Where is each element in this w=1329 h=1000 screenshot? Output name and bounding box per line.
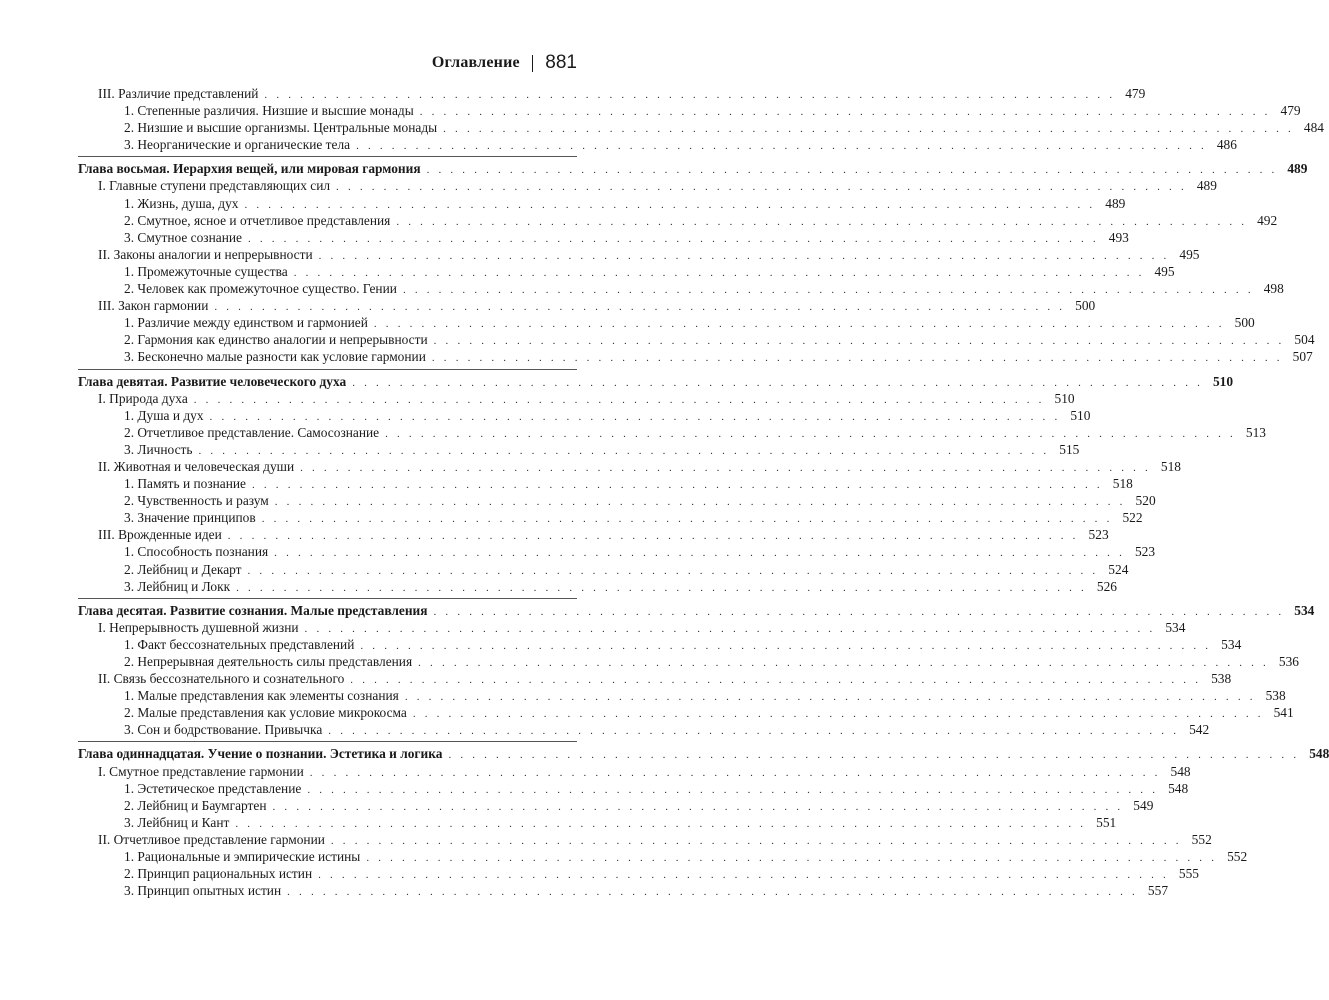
toc-subsection-entry xyxy=(78,636,1242,653)
dot-leader: . . . . . . . . . . . . . . . . . . . . . . . . . . . . . . . . . . . . . . . . . . . . . . . . . . . . . . . . . . . . . . . . . . . . . . . . xyxy=(373,318,1225,331)
toc-entry-page: 498 xyxy=(1263,281,1284,297)
toc-entry-page: 542 xyxy=(1189,722,1210,738)
toc-subsection-entry xyxy=(78,814,1117,831)
toc-subsection-entry xyxy=(78,509,1143,526)
toc-section-entry xyxy=(78,458,1181,475)
dot-leader: . . . . . . . . . . . . . . . . . . . . . . . . . . . . . . . . . . . . . . . . . . . . . . . . . . . . . . . . . . . . . . . . . . . . . . . . xyxy=(431,352,1283,365)
dot-leader: . . . . . . . . . . . . . . . . . . . . . . . . . . . . . . . . . . . . . . . . . . . . . . . . . . . . . . . . . . . . . . . . . . . . . . . . xyxy=(402,284,1254,297)
toc-section-entry xyxy=(78,831,1212,848)
toc-subsection-entry xyxy=(78,119,1324,136)
toc-entry-title: III. Закон гармонии xyxy=(98,298,209,314)
toc-subsection-entry xyxy=(78,797,1154,814)
running-header xyxy=(432,52,577,74)
dot-leader: . . . . . . . . . . . . . . . . . . . . . . . . . . . . . . . . . . . . . . . . . . . . . . . . . . . . . . . . . . . . . . . . . . . . . . . . xyxy=(396,215,1248,228)
dot-leader: . . . . . . . . . . . . . . . . . . . . . . . . . . . . . . . . . . . . . . . . . . . . . . . . . . . . . . . . . . . . . . . . . . . . . . . . xyxy=(366,852,1218,865)
toc-subsection-entry xyxy=(78,102,1301,119)
toc-subsection-entry xyxy=(78,314,1255,331)
toc-entry-page: 548 xyxy=(1168,780,1189,796)
toc-entry-title: 2. Непрерывная деятельность силы представления xyxy=(124,654,413,669)
dot-leader: . . . . . . . . . . . . . . . . . . . . . . . . . . . . . . . . . . . . . . . . . . . . . . . . . . . . . . . . . . . . . . . . . . . . . . . . xyxy=(264,89,1116,101)
toc-entry-page: 549 xyxy=(1133,797,1154,813)
toc-entry-title: 1. Душа и дух xyxy=(124,407,204,423)
dot-leader: . . . . . . . . . . . . . . . . . . . . . . . . . . . . . . . . . . . . . . . . . . . . . . . . . . . . . . . . . . . . . . . . . . . . . . . . xyxy=(287,886,1139,899)
toc-section-entry xyxy=(78,297,1096,314)
toc-entry-page: 493 xyxy=(1108,229,1129,245)
toc-entry-title: Глава девятая. Развитие человеческого духа xyxy=(78,373,347,389)
toc-entry-title: 1. Малые представления как элементы сознания xyxy=(124,688,399,704)
dot-leader: . . . . . . . . . . . . . . . . . . . . . . . . . . . . . . . . . . . . . . . . . . . . . . . . . . . . . . . . . . . . . . . . . . . . . . . . xyxy=(385,427,1236,440)
toc-entry-title: 3. Неорганические и органические тела xyxy=(124,137,351,153)
toc-subsection-entry xyxy=(78,704,1294,721)
toc-subsection-entry xyxy=(78,848,1248,865)
dot-leader: . . . . . . . . . . . . . . . . . . . . . . . . . . . . . . . . . . . . . . . . . . . . . . . . . . . . . . . . . . . . . . . . . . . . . . . . xyxy=(350,674,1202,687)
dot-leader: . . . . . . . . . . . . . . . . . . . . . . . . . . . . . . . . . . . . . . . . . . . . . . . . . . . . . . . . . . . . . . . . . . . . . . . . xyxy=(274,547,1126,560)
toc-subsection-entry xyxy=(78,424,1266,441)
toc-section-entry xyxy=(78,526,1109,543)
toc-entry-page: 548 xyxy=(1170,763,1191,779)
toc-entry-page: 534 xyxy=(1221,636,1242,652)
toc-entry-title: 1. Различие между единством и гармонией xyxy=(124,315,368,331)
toc-subsection-entry xyxy=(78,475,1133,492)
toc-subsection-entry xyxy=(78,780,1189,797)
toc-entry-title: 2. Лейбниц и Декарт xyxy=(124,561,242,577)
toc-entry-page: 495 xyxy=(1154,263,1175,279)
toc-entry-title: III. Врожденные идеи xyxy=(98,527,222,543)
toc-entry-page: 534 xyxy=(1165,619,1186,635)
toc-entry-title: 2. Отчетливое представление. Самосознание xyxy=(124,424,380,440)
dot-leader: . . . . . . . . . . . . . . . . . . . . . . . . . . . . . . . . . . . . . . . . . . . . . . . . . . . . . . . . . . . . . . . . . . . . . . . . xyxy=(235,817,1087,830)
toc-entry-title: 1. Рациональные и эмпирические истины xyxy=(124,849,361,865)
toc-subsection-entry xyxy=(78,407,1091,424)
toc-entry-page: 523 xyxy=(1088,527,1109,543)
dot-leader: . . . . . . . . . . . . . . . . . . . . . . . . . . . . . . . . . . . . . . . . . . . . . . . . . . . . . . . . . . . . . . . . . . . . . . . . xyxy=(247,232,1099,245)
toc-subsection-entry xyxy=(78,561,1129,578)
toc-entry-title: 3. Лейбниц и Кант xyxy=(124,814,230,830)
dot-leader: . . . . . . . . . . . . . . . . . . . . . . . . . . . . . . . . . . . . . . . . . . . . . . . . . . . . . . . . . . . . . . . . . . . . . . . . xyxy=(426,164,1278,177)
toc-section-entry xyxy=(78,670,1232,687)
toc-entry-title: 3. Бесконечно малые разности как условие гармонии xyxy=(124,349,426,365)
toc-subsection-entry xyxy=(78,543,1156,560)
toc-section-entry xyxy=(78,619,1186,636)
dot-leader: . . . . . . . . . . . . . . . . . . . . . . . . . . . . . . . . . . . . . . . . . . . . . . . . . . . . . . . . . . . . . . . . . . . . . . . . xyxy=(404,691,1256,704)
toc-entry-page: 557 xyxy=(1147,883,1169,899)
dot-leader: . . . . . . . . . . . . . . . . . . . . . . . . . . . . . . . . . . . . . . . . . . . . . . . . . . . . . . . . . . . . . . . . . . . . . . . . xyxy=(247,564,1099,577)
toc-entry-page: 510 xyxy=(1070,407,1091,423)
toc-entry-page: 518 xyxy=(1160,458,1181,474)
toc-entry-page: 489 xyxy=(1105,195,1126,211)
toc-subsection-entry xyxy=(78,263,1175,280)
toc-entry-title: III. Различие представлений xyxy=(98,86,259,101)
toc-subsection-entry xyxy=(78,492,1156,509)
toc-entry-page: 515 xyxy=(1059,441,1080,457)
dot-leader: . . . . . . . . . . . . . . . . . . . . . . . . . . . . . . . . . . . . . . . . . . . . . . . . . . . . . . . . . . . . . . . . . . . . . . . . xyxy=(293,266,1145,279)
toc-entry-page: 552 xyxy=(1191,831,1212,847)
dot-leader: . . . . . . . . . . . . . . . . . . . . . . . . . . . . . . . . . . . . . . . . . . . . . . . . . . . . . . . . . . . . . . . . . . . . . . . . xyxy=(214,301,1066,314)
toc-subsection-entry xyxy=(78,578,1117,595)
dot-leader: . . . . . . . . . . . . . . . . . . . . . . . . . . . . . . . . . . . . . . . . . . . . . . . . . . . . . . . . . . . . . . . . . . . . . . . . xyxy=(433,335,1285,348)
dot-leader: . . . . . . . . . . . . . . . . . . . . . . . . . . . . . . . . . . . . . . . . . . . . . . . . . . . . . . . . . . . . . . . . . . . . . . . . xyxy=(318,249,1170,262)
toc-entry-page: 495 xyxy=(1179,246,1200,262)
toc-section-entry xyxy=(78,763,1191,780)
toc-entry-page: 479 xyxy=(1280,103,1301,119)
toc-subsection-entry xyxy=(78,865,1199,882)
toc-entry-title: 3. Сон и бодрствование. Привычка xyxy=(124,722,323,738)
toc-subsection-entry xyxy=(78,136,1237,153)
toc-entry-page: 536 xyxy=(1278,654,1299,669)
toc-entry-page: 551 xyxy=(1096,814,1117,830)
dot-leader: . . . . . . . . . . . . . . . . . . . . . . . . . . . . . . . . . . . . . . . . . . . . . . . . . . . . . . . . . . . . . . . . . . . . . . . . xyxy=(252,479,1103,492)
toc-subsection-entry xyxy=(78,195,1126,212)
dot-leader: . . . . . . . . . . . . . . . . . . . . . . . . . . . . . . . . . . . . . . . . . . . . . . . . . . . . . . . . . . . . . . . . . . . . . . . . xyxy=(356,140,1207,153)
toc-section-entry xyxy=(78,177,1217,194)
toc-entry-title: I. Непрерывность душевной жизни xyxy=(98,619,299,635)
toc-entry-page: 520 xyxy=(1135,493,1156,509)
dot-leader: . . . . . . . . . . . . . . . . . . . . . . . . . . . . . . . . . . . . . . . . . . . . . . . . . . . . . . . . . . . . . . . . . . . . . . . . xyxy=(193,393,1045,406)
dot-leader: . . . . . . . . . . . . . . . . . . . . . . . . . . . . . . . . . . . . . . . . . . . . . . . . . . . . . . . . . . . . . . . . . . . . . . . . xyxy=(418,657,1269,669)
toc-entry-page: 507 xyxy=(1292,349,1313,365)
chapter-divider xyxy=(78,156,577,157)
dot-leader: . . . . . . . . . . . . . . . . . . . . . . . . . . . . . . . . . . . . . . . . . . . . . . . . . . . . . . . . . . . . . . . . . . . . . . . . xyxy=(352,376,1204,389)
toc-entry-page: 524 xyxy=(1108,561,1129,577)
toc-entry-title: 2. Человек как промежуточное существо. Гении xyxy=(124,281,397,297)
toc-subsection-entry xyxy=(78,280,1284,297)
toc-section-entry xyxy=(78,390,1075,407)
toc-entry-title: Глава одиннадцатая. Учение о познании. Эстетика и логика xyxy=(78,746,443,762)
dot-leader: . . . . . . . . . . . . . . . . . . . . . . . . . . . . . . . . . . . . . . . . . . . . . . . . . . . . . . . . . . . . . . . . . . . . . . . . xyxy=(307,783,1159,796)
dot-leader: . . . . . . . . . . . . . . . . . . . . . . . . . . . . . . . . . . . . . . . . . . . . . . . . . . . . . . . . . . . . . . . . . . . . . . . . xyxy=(309,766,1161,779)
toc-entry-page: 504 xyxy=(1294,332,1315,348)
toc-entry-title: 3. Смутное сознание xyxy=(124,229,242,245)
toc-entry-page: 492 xyxy=(1257,212,1278,228)
toc-subsection-entry xyxy=(78,348,1313,365)
toc-chapter-entry xyxy=(78,602,1315,619)
toc-entry-page: 484 xyxy=(1303,120,1324,136)
header-title: Оглавление xyxy=(431,54,520,71)
toc-chapter-entry xyxy=(78,745,1329,762)
toc-entry-title: 1. Память и познание xyxy=(124,476,246,492)
toc-entry-title: 3. Принцип опытных истин xyxy=(124,883,282,899)
toc-entry-title: 1. Факт бессознательных представлений xyxy=(124,636,355,652)
toc-entry-title: 2. Смутное, ясное и отчетливое представления xyxy=(124,212,391,228)
toc-entry-page: 500 xyxy=(1234,315,1255,331)
toc-entry-page: 513 xyxy=(1245,424,1266,440)
toc-subsection-entry xyxy=(78,331,1315,348)
toc-entry-title: 1. Эстетическое представление xyxy=(124,780,302,796)
toc-subsection-entry xyxy=(78,882,1169,899)
toc-entry-page: 526 xyxy=(1096,578,1117,594)
dot-leader: . . . . . . . . . . . . . . . . . . . . . . . . . . . . . . . . . . . . . . . . . . . . . . . . . . . . . . . . . . . . . . . . . . . . . . . . xyxy=(328,725,1180,738)
toc-entry-title: 2. Принцип рациональных истин xyxy=(124,866,313,882)
toc-entry-title: 3. Личность xyxy=(124,441,193,457)
toc-entry-page: 489 xyxy=(1196,178,1217,194)
toc-entry-title: I. Природа духа xyxy=(98,390,188,406)
toc-entry-page: 548 xyxy=(1309,746,1329,762)
dot-leader: . . . . . . . . . . . . . . . . . . . . . . . . . . . . . . . . . . . . . . . . . . . . . . . . . . . . . . . . . . . . . . . . . . . . . . . . xyxy=(304,622,1156,635)
dot-leader: . . . . . . . . . . . . . . . . . . . . . . . . . . . . . . . . . . . . . . . . . . . . . . . . . . . . . . . . . . . . . . . . . . . . . . . . xyxy=(419,106,1271,119)
toc-entry-page: 479 xyxy=(1125,86,1146,101)
dot-leader: . . . . . . . . . . . . . . . . . . . . . . . . . . . . . . . . . . . . . . . . . . . . . . . . . . . . . . . . . . . . . . . . . . . . . . . . xyxy=(209,410,1061,423)
toc-entry-title: 2. Гармония как единство аналогии и непрерывности xyxy=(124,332,428,348)
toc-entry-page: 538 xyxy=(1265,688,1286,704)
dot-leader: . . . . . . . . . . . . . . . . . . . . . . . . . . . . . . . . . . . . . . . . . . . . . . . . . . . . . . . . . . . . . . . . . . . . . . . . xyxy=(318,869,1169,882)
toc-entry-title: 2. Чувственность и разум xyxy=(124,493,269,509)
toc-subsection-entry xyxy=(78,441,1080,458)
toc-entry-page: 510 xyxy=(1212,373,1234,389)
toc-section-entry xyxy=(78,246,1200,263)
toc-section-entry xyxy=(78,85,1146,102)
toc-entry-page: 518 xyxy=(1112,476,1133,492)
dot-leader: . . . . . . . . . . . . . . . . . . . . . . . . . . . . . . . . . . . . . . . . . . . . . . . . . . . . . . . . . . . . . . . . . . . . . . . . xyxy=(448,749,1300,762)
toc-subsection-entry xyxy=(78,653,1299,670)
dot-leader: . . . . . . . . . . . . . . . . . . . . . . . . . . . . . . . . . . . . . . . . . . . . . . . . . . . . . . . . . . . . . . . . . . . . . . . . xyxy=(330,834,1182,847)
toc-entry-page: 555 xyxy=(1178,866,1199,882)
dot-leader: . . . . . . . . . . . . . . . . . . . . . . . . . . . . . . . . . . . . . . . . . . . . . . . . . . . . . . . . . . . . . . . . . . . . . . . . xyxy=(261,513,1113,526)
toc-chapter-entry xyxy=(78,373,1234,390)
toc-entry-title: 1. Степенные различия. Низшие и высшие монады xyxy=(124,103,414,119)
toc-subsection-entry xyxy=(78,721,1210,738)
toc-entry-title: 3. Значение принципов xyxy=(124,510,256,526)
toc-entry-page: 541 xyxy=(1273,705,1294,721)
dot-leader: . . . . . . . . . . . . . . . . . . . . . . . . . . . . . . . . . . . . . . . . . . . . . . . . . . . . . . . . . . . . . . . . . . . . . . . . xyxy=(244,198,1096,211)
dot-leader: . . . . . . . . . . . . . . . . . . . . . . . . . . . . . . . . . . . . . . . . . . . . . . . . . . . . . . . . . . . . . . . . . . . . . . . . xyxy=(198,444,1050,457)
toc-entry-page: 522 xyxy=(1122,510,1143,526)
toc-entry-title: II. Отчетливое представление гармонии xyxy=(98,831,325,847)
toc-entry-title: 2. Малые представления как условие микрокосма xyxy=(124,705,407,721)
toc-entry-page: 486 xyxy=(1216,137,1237,153)
toc-entry-title: 1. Жизнь, душа, дух xyxy=(124,195,239,211)
page-number: 881 xyxy=(545,52,577,73)
toc-entry-title: Глава восьмая. Иерархия вещей, или мировая гармония xyxy=(78,161,421,177)
toc-entry-title: 3. Лейбниц и Локк xyxy=(124,578,231,594)
toc-entry-title: II. Связь бессознательного и сознательного xyxy=(98,671,345,687)
toc-entry-title: 2. Низшие и высшие организмы. Центральные монады xyxy=(124,120,438,136)
toc-entry-title: I. Главные ступени представляющих сил xyxy=(98,178,331,194)
toc-entry-page: 510 xyxy=(1054,390,1075,406)
toc-subsection-entry xyxy=(78,687,1286,704)
dot-leader: . . . . . . . . . . . . . . . . . . . . . . . . . . . . . . . . . . . . . . . . . . . . . . . . . . . . . . . . . . . . . . . . . . . . . . . . xyxy=(336,181,1187,194)
dot-leader: . . . . . . . . . . . . . . . . . . . . . . . . . . . . . . . . . . . . . . . . . . . . . . . . . . . . . . . . . . . . . . . . . . . . . . . . xyxy=(274,496,1126,509)
dot-leader: . . . . . . . . . . . . . . . . . . . . . . . . . . . . . . . . . . . . . . . . . . . . . . . . . . . . . . . . . . . . . . . . . . . . . . . . xyxy=(360,639,1212,652)
toc-subsection-entry xyxy=(78,229,1129,246)
dot-leader: . . . . . . . . . . . . . . . . . . . . . . . . . . . . . . . . . . . . . . . . . . . . . . . . . . . . . . . . . . . . . . . . . . . . . . . . xyxy=(412,708,1264,721)
toc-entry-page: 489 xyxy=(1287,161,1308,177)
toc-entry-title: 1. Промежуточные существа xyxy=(124,263,288,279)
toc-entry-page: 534 xyxy=(1294,602,1315,618)
dot-leader: . . . . . . . . . . . . . . . . . . . . . . . . . . . . . . . . . . . . . . . . . . . . . . . . . . . . . . . . . . . . . . . . . . . . . . . . xyxy=(227,530,1079,543)
toc-entry-title: 1. Способность познания xyxy=(124,544,269,560)
dot-leader: . . . . . . . . . . . . . . . . . . . . . . . . . . . . . . . . . . . . . . . . . . . . . . . . . . . . . . . . . . . . . . . . . . . . . . . . xyxy=(300,461,1151,474)
toc-subsection-entry xyxy=(78,212,1278,229)
table-of-contents xyxy=(78,85,1329,899)
toc-entry-title: Глава десятая. Развитие сознания. Малые представления xyxy=(78,602,428,618)
toc-entry-page: 538 xyxy=(1211,671,1232,687)
header-separator xyxy=(532,55,534,72)
toc-entry-title: I. Смутное представление гармонии xyxy=(98,763,304,779)
chapter-divider xyxy=(78,741,577,742)
toc-entry-title: II. Законы аналогии и непрерывности xyxy=(98,246,313,262)
toc-entry-title: 2. Лейбниц и Баумгартен xyxy=(124,797,267,813)
toc-entry-title: II. Животная и человеческая души xyxy=(98,458,295,474)
toc-entry-page: 552 xyxy=(1227,849,1248,865)
toc-entry-page: 500 xyxy=(1075,298,1096,314)
chapter-divider xyxy=(78,598,577,599)
dot-leader: . . . . . . . . . . . . . . . . . . . . . . . . . . . . . . . . . . . . . . . . . . . . . . . . . . . . . . . . . . . . . . . . . . . . . . . . xyxy=(272,800,1124,813)
dot-leader: . . . . . . . . . . . . . . . . . . . . . . . . . . . . . . . . . . . . . . . . . . . . . . . . . . . . . . . . . . . . . . . . . . . . . . . . xyxy=(236,581,1087,594)
chapter-divider xyxy=(78,369,577,370)
dot-leader: . . . . . . . . . . . . . . . . . . . . . . . . . . . . . . . . . . . . . . . . . . . . . . . . . . . . . . . . . . . . . . . . . . . . . . . . xyxy=(433,605,1285,618)
toc-chapter-entry xyxy=(78,160,1308,177)
dot-leader: . . . . . . . . . . . . . . . . . . . . . . . . . . . . . . . . . . . . . . . . . . . . . . . . . . . . . . . . . . . . . . . . . . . . . . . . xyxy=(443,123,1294,136)
toc-entry-page: 523 xyxy=(1134,544,1156,560)
